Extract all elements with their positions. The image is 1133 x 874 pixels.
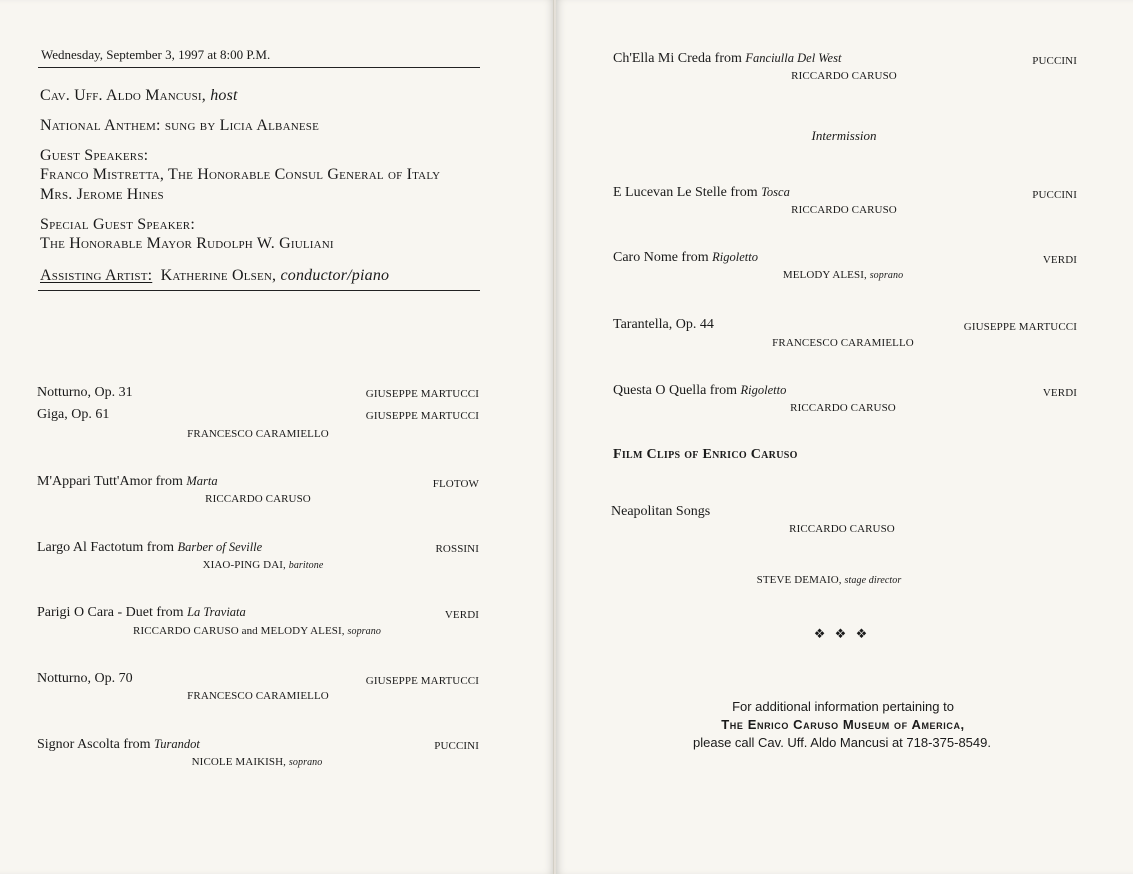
assisting-role: conductor/piano — [280, 267, 390, 284]
header-bottom-rule — [38, 290, 480, 291]
diamond-ornament-icon: ❖ ❖ ❖ — [813, 626, 871, 641]
program-item-performer: FRANCESCO CARAMIELLO — [187, 428, 329, 440]
program-item-performer: FRANCESCO CARAMIELLO — [772, 337, 914, 349]
program-item-performer: RICCARDO CARUSO — [790, 402, 896, 414]
program-item-performer: FRANCESCO CARAMIELLO — [187, 690, 329, 702]
program-item-performer: XIAO-PING DAI, baritone — [202, 559, 324, 571]
program-item-composer: GIUSEPPE MARTUCCI — [365, 388, 479, 400]
program-item-title: E Lucevan Le Stelle from Tosca — [613, 185, 790, 200]
program-item-performer: RICCARDO CARUSO — [789, 523, 895, 535]
program-item-title: Caro Nome from Rigoletto — [613, 250, 758, 265]
top-rule — [38, 67, 480, 68]
program-item-title: Notturno, Op. 70 — [37, 671, 133, 686]
host-name: Cav. Uff. Aldo Mancusi, — [40, 87, 206, 104]
program-item-composer: GIUSEPPE MARTUCCI — [365, 410, 479, 422]
left-page — [0, 0, 554, 874]
program-item-composer: PUCCINI — [1032, 189, 1077, 201]
national-anthem: National Anthem: sung by Licia Albanese — [40, 117, 320, 134]
program-item-composer: GIUSEPPE MARTUCCI — [365, 675, 479, 687]
program-item-performer: MELODY ALESI, soprano — [782, 269, 904, 281]
program-item-composer: GIUSEPPE MARTUCCI — [963, 321, 1077, 333]
program-item-performer: RICCARDO CARUSO — [791, 204, 897, 216]
program-item-title: Notturno, Op. 31 — [37, 385, 133, 400]
guest-speakers-heading: Guest Speakers: — [40, 147, 149, 164]
stage-director: STEVE DEMAIO, stage director — [756, 574, 902, 586]
program-item-title: Neapolitan Songs — [611, 504, 711, 519]
right-page — [556, 0, 1133, 874]
program-item-performer: NICOLE MAIKISH, soprano — [191, 756, 323, 768]
host-role: host — [210, 87, 238, 104]
program-item-performer: RICCARDO CARUSO and MELODY ALESI, soprano — [133, 625, 381, 637]
program-item-title: M'Appari Tutt'Amor from Marta — [37, 474, 218, 489]
host-line — [40, 87, 238, 105]
special-guest-speaker: The Honorable Mayor Rudolph W. Giuliani — [40, 235, 334, 252]
program-item-composer: VERDI — [444, 609, 479, 621]
program-item-composer: FLOTOW — [432, 478, 479, 490]
assisting-artist-line — [40, 267, 389, 285]
program-item-title: Tarantella, Op. 44 — [613, 317, 714, 332]
intermission-label: Intermission — [811, 128, 877, 143]
program-item-composer: PUCCINI — [1032, 55, 1077, 67]
info-line-1: For additional information pertaining to — [732, 699, 954, 714]
program-item-composer: ROSSINI — [435, 543, 479, 555]
program-item-title: Parigi O Cara - Duet from La Traviata — [37, 605, 246, 620]
program-item-performer: RICCARDO CARUSO — [791, 70, 897, 82]
program-item-title: Questa O Quella from Rigoletto — [613, 383, 787, 398]
program-item-performer: RICCARDO CARUSO — [205, 493, 311, 505]
assisting-name: Katherine Olsen, — [160, 267, 277, 284]
info-line-2: The Enrico Caruso Museum of America, — [721, 717, 965, 732]
event-date: Wednesday, September 3, 1997 at 8:00 P.M. — [41, 47, 271, 62]
program-item-composer: VERDI — [1042, 254, 1077, 266]
program-item-title: Largo Al Factotum from Barber of Seville — [37, 540, 263, 555]
program-item-title: Signor Ascolta from Turandot — [37, 737, 200, 752]
guest-speaker-2: Mrs. Jerome Hines — [40, 186, 164, 203]
info-line-3: please call Cav. Uff. Aldo Mancusi at 718-375-8549. — [693, 735, 991, 750]
assisting-label: Assisting Artist: — [40, 267, 153, 284]
film-clips-heading: Film Clips of Enrico Caruso — [613, 447, 798, 462]
program-item-composer: VERDI — [1042, 387, 1077, 399]
program-item-title: Ch'Ella Mi Creda from Fanciulla Del West — [613, 51, 842, 66]
program-item-title: Giga, Op. 61 — [37, 407, 110, 422]
guest-speaker-1: Franco Mistretta, The Honorable Consul General of Italy — [40, 166, 441, 183]
program-item-composer: PUCCINI — [434, 740, 479, 752]
special-guest-heading: Special Guest Speaker: — [40, 216, 195, 233]
